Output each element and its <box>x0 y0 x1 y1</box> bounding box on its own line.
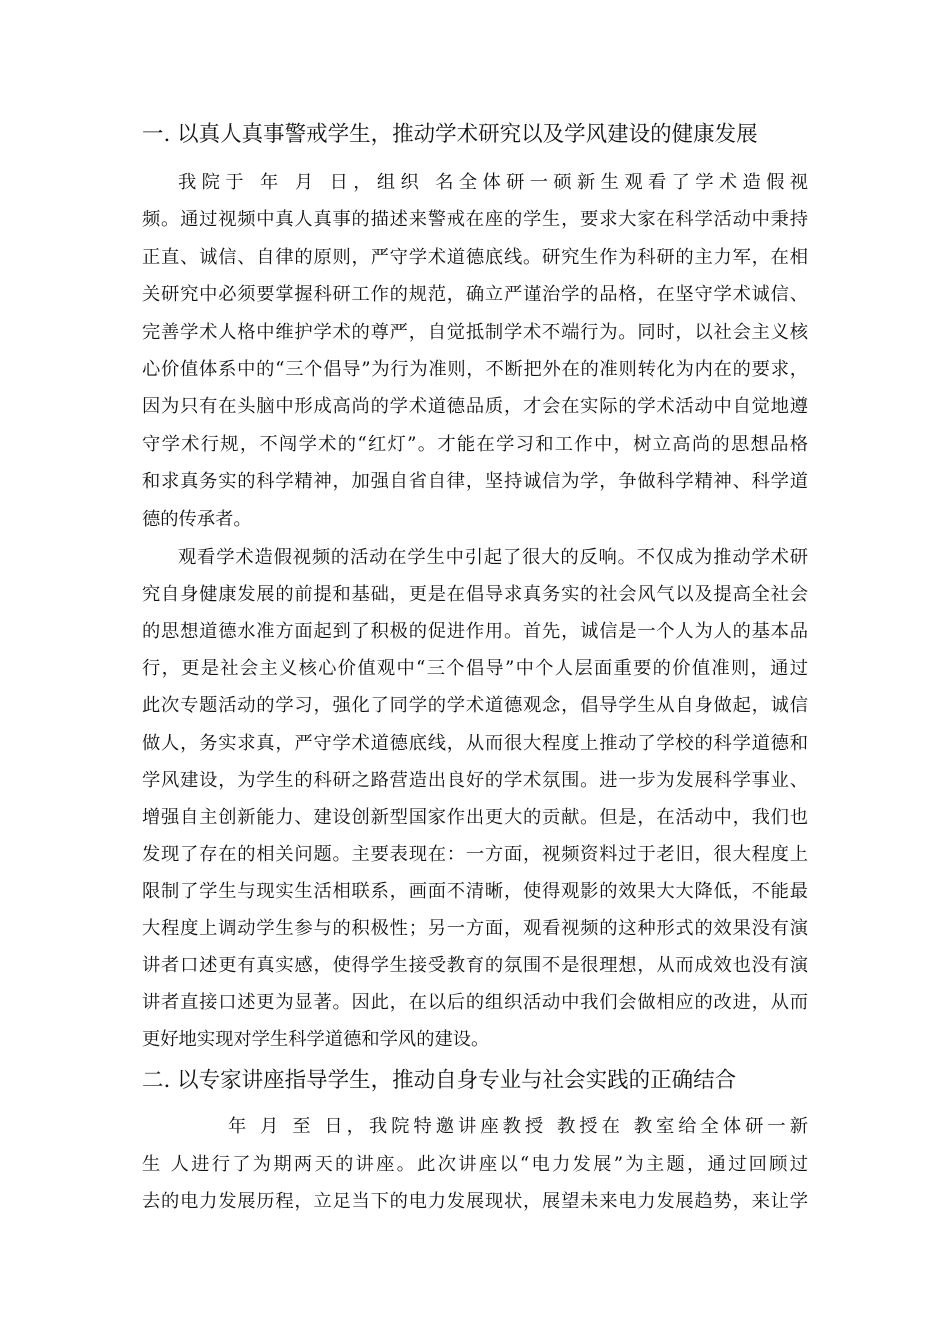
text-line: 限制了学生与现实生活相联系，画面不清晰，使得观影的效果大大降低，不能最 <box>142 880 808 902</box>
text-line: 发现了存在的相关问题。主要表现在：一方面，视频资料过于老旧，很大程度上 <box>142 843 808 865</box>
text-line: 因为只有在头脑中形成高尚的学术道德品质，才会在实际的学术活动中自觉地遵 <box>142 396 808 418</box>
text-line: 大程度上调动学生参与的积极性；另一方面，观看视频的这种形式的效果没有演 <box>142 918 808 939</box>
text-line: 德的传承者。 <box>142 508 252 530</box>
section-heading-1: 一. 以真人真事警戒学生，推动学术研究以及学风建设的健康发展 <box>142 122 758 147</box>
text-line: 做人，务实求真，严守学术道德底线，从而很大程度上推动了学校的科学道德和 <box>142 732 808 754</box>
text-line: 正直、诚信、自律的原则，严守学术道德底线。研究生作为科研的主力军，在相 <box>142 246 808 268</box>
text-line: 和求真务实的科学精神，加强自省自律，坚持诚信为学，争做科学精神、科学道 <box>142 471 808 493</box>
text-line: 究自身健康发展的前提和基础，更是在倡导求真务实的社会风气以及提高全社会 <box>142 584 808 606</box>
section-heading-2: 二. 以专家讲座指导学生，推动自身专业与社会实践的正确结合 <box>142 1068 737 1093</box>
text-line: 心价值体系中的“三个倡导”为行为准则，不断把外在的准则转化为内在的要求， <box>142 359 808 380</box>
text-line: 年 月 至 日，我院特邀讲座教授 教授在 教室给全体研一新 <box>228 1116 808 1137</box>
text-line: 生 人进行了为期两天的讲座。此次讲座以“电力发展”为主题，通过回顾过 <box>142 1153 808 1175</box>
text-line: 关研究中必须要掌握科研工作的规范，确立严谨治学的品格，在坚守学术诚信、 <box>142 284 808 306</box>
text-line: 的思想道德水准方面起到了积极的促进作用。首先，诚信是一个人为人的基本品 <box>142 621 808 643</box>
text-line: 增强自主创新能力、建设创新型国家作出更大的贡献。但是，在活动中，我们也 <box>142 806 808 828</box>
text-line: 去的电力发展历程，立足当下的电力发展现状，展望未来电力发展趋势，来让学 <box>142 1191 808 1212</box>
text-line: 更好地实现对学生科学道德和学风的建设。 <box>142 1029 490 1051</box>
text-line: 学风建设，为学生的科研之路营造出良好的学术氛围。进一步为发展科学事业、 <box>142 769 808 791</box>
text-line: 守学术行规，不闯学术的“红灯”。才能在学习和工作中，树立高尚的思想品格 <box>142 433 808 455</box>
text-line: 讲者口述更有真实感，使得学生接受教育的氛围不是很理想，从而成效也没有演 <box>142 955 808 977</box>
text-line: 我院于 年 月 日，组织 名全体研一硕新生观看了学术造假视 <box>178 172 808 193</box>
text-line: 频。通过视频中真人真事的描述来警戒在座的学生，要求大家在科学活动中秉持 <box>142 209 808 231</box>
text-line: 此次专题活动的学习，强化了同学的学术道德观念，倡导学生从自身做起，诚信 <box>142 695 808 717</box>
text-line: 行，更是社会主义核心价值观中“三个倡导”中个人层面重要的价值准则，通过 <box>142 658 808 680</box>
text-line: 讲者直接口述更为显著。因此，在以后的组织活动中我们会做相应的改进，从而 <box>142 992 808 1014</box>
text-line: 完善学术人格中维护学术的尊严，自觉抵制学术不端行为。同时，以社会主义核 <box>142 321 808 343</box>
text-line: 观看学术造假视频的活动在学生中引起了很大的反响。不仅成为推动学术研 <box>178 547 808 568</box>
